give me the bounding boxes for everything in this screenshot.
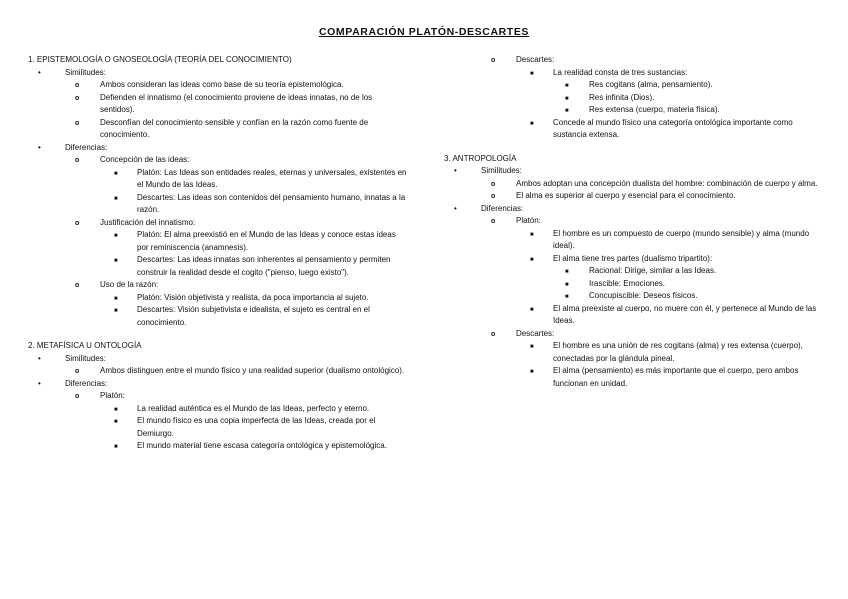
square-bullet-icon: ■: [114, 195, 118, 202]
list-item: [28, 365, 408, 378]
circle-bullet-icon: o: [491, 180, 496, 188]
page-title: COMPARACIÓN PLATÓN-DESCARTES: [318, 26, 530, 38]
list-text: Concede al mundo físico una categoría ontológica importante como sustancia extensa.: [553, 117, 793, 139]
circle-bullet-icon: o: [75, 282, 80, 289]
square-bullet-icon: ■: [565, 269, 569, 275]
list-item: [444, 215, 824, 228]
circle-bullet-icon: o: [75, 82, 80, 89]
section-heading: 2. METAFÍSICA U ONTOLOGÍA: [28, 341, 142, 350]
label: Similitudes:: [65, 67, 106, 77]
label: Similitudes:: [65, 353, 106, 363]
list-item: [28, 440, 408, 453]
list-text: Descartes: Las ideas innatas son inherentes al pensamiento y permiten construir la realidad desde el cogito ("pienso, luego existo").: [137, 255, 391, 277]
square-bullet-icon: ■: [114, 444, 118, 450]
list-item: [28, 79, 408, 92]
square-bullet-icon: ■: [114, 258, 118, 264]
list-text: El alma tiene tres partes (dualismo tripartito):: [553, 253, 713, 263]
list-item: [444, 228, 824, 253]
left-column: [28, 54, 408, 453]
list-item: [28, 154, 408, 167]
list-text: Ambos consideran las ideas como base de su teoría epistemológica.: [100, 80, 344, 89]
label: Similitudes:: [481, 166, 522, 175]
list-text: El hombre es una unión de res cogitans (alma) y res extensa (cuerpo), conectadas por la glándula pineal.: [553, 341, 803, 363]
list-item: [444, 104, 824, 117]
square-bullet-icon: ■: [530, 256, 534, 263]
list-item: [444, 340, 824, 365]
sublabel: Concepción de las ideas:: [100, 155, 190, 164]
square-bullet-icon: ■: [565, 95, 569, 102]
circle-bullet-icon: o: [75, 94, 80, 102]
square-bullet-icon: ■: [530, 306, 534, 313]
circle-bullet-icon: o: [75, 157, 80, 164]
sublabel: Platón:: [516, 216, 541, 225]
list-text: El alma es superior al cuerpo y esencial para el conocimiento.: [516, 191, 736, 200]
list-item: [28, 67, 408, 80]
square-bullet-icon: ■: [530, 120, 534, 127]
list-item: [28, 353, 408, 366]
list-text: Platón: Visión objetivista y realista, da poca importancia al sujeto.: [137, 292, 369, 302]
square-bullet-icon: ■: [114, 170, 118, 177]
list-item: [28, 304, 408, 329]
list-text: Platón: Las Ideas son entidades reales, eternas y universales, existentes en el Mundo de las Ideas.: [137, 167, 407, 189]
square-bullet-icon: ■: [530, 344, 534, 350]
label: Diferencias:: [481, 203, 524, 213]
list-item: [444, 278, 824, 291]
list-text: La realidad consta de tres sustancias:: [553, 67, 688, 77]
list-item: [28, 403, 408, 416]
square-bullet-icon: ■: [565, 108, 569, 114]
list-text: Ambos adoptan una concepción dualista del hombre: combinación de cuerpo y alma.: [516, 178, 818, 188]
square-bullet-icon: ■: [530, 369, 534, 375]
list-text: Desconfían del conocimiento sensible y confían en la razón como fuente de conocimiento.: [100, 117, 369, 139]
sublabel: Descartes:: [516, 328, 555, 338]
square-bullet-icon: ■: [565, 83, 569, 89]
list-item: [444, 92, 824, 105]
list-text: Platón: El alma preexistió en el Mundo de las Ideas y conoce estas ideas por reminiscencia (anamnesis).: [137, 230, 396, 252]
square-bullet-icon: ■: [114, 308, 118, 314]
list-item: [28, 142, 408, 155]
list-item: [444, 203, 824, 216]
list-text: El alma preexiste al cuerpo, no muere con él, y pertenece al Mundo de las Ideas.: [553, 303, 817, 325]
label: Diferencias:: [65, 142, 108, 152]
list-item: [444, 290, 824, 303]
label: Diferencias:: [65, 378, 108, 388]
circle-bullet-icon: o: [491, 330, 496, 338]
list-item: [444, 265, 824, 278]
list-item: [28, 415, 408, 440]
square-bullet-icon: ■: [565, 281, 569, 288]
list-text: Descartes: Visión subjetivista e idealista, el sujeto es central en el conocimiento.: [137, 305, 370, 327]
bullet-icon: •: [38, 353, 41, 363]
list-item: [28, 217, 408, 230]
square-bullet-icon: ■: [114, 295, 118, 302]
list-item: [444, 67, 824, 80]
square-bullet-icon: ■: [114, 406, 118, 413]
list-item: [444, 79, 824, 92]
list-text: Res extensa (cuerpo, materia física).: [589, 105, 720, 114]
square-bullet-icon: ■: [565, 294, 569, 300]
right-column: [444, 54, 824, 390]
circle-bullet-icon: o: [75, 119, 80, 127]
list-item: [444, 253, 824, 266]
bullet-icon: •: [454, 166, 457, 175]
sublabel: Descartes:: [516, 55, 555, 64]
list-item: [28, 390, 408, 403]
list-item: [28, 254, 408, 279]
list-text: La realidad auténtica es el Mundo de las Ideas, perfecto y eterno.: [137, 403, 370, 413]
list-text: El alma (pensamiento) es más importante que el cuerpo, pero ambos funcionan en unidad.: [553, 366, 799, 388]
list-item: [28, 92, 408, 117]
list-item: [444, 365, 824, 390]
list-item: [444, 328, 824, 341]
list-text: Descartes: Las ideas son contenidos del pensamiento humano, innatas a la razón.: [137, 192, 406, 214]
list-text: El mundo físico es una copia imperfecta de las Ideas, creada por el Demiurgo.: [137, 416, 376, 438]
circle-bullet-icon: o: [75, 393, 80, 400]
list-text: Res infinita (Dios).: [589, 92, 655, 102]
sublabel: Justificación del innatismo:: [100, 217, 196, 227]
list-item: [444, 178, 824, 191]
list-item: [444, 165, 824, 178]
list-item: [444, 303, 824, 328]
list-item: [28, 378, 408, 391]
list-item: [444, 190, 824, 203]
circle-bullet-icon: o: [491, 218, 496, 225]
list-text: Concupiscible: Deseos físicos.: [589, 291, 698, 300]
list-text: Ambos distinguen entre el mundo físico y una realidad superior (dualismo ontológico).: [100, 366, 405, 375]
list-item: [28, 279, 408, 292]
square-bullet-icon: ■: [530, 231, 534, 238]
square-bullet-icon: ■: [114, 419, 118, 425]
bullet-icon: •: [38, 142, 41, 152]
list-text: Res cogitans (alma, pensamiento).: [589, 80, 713, 89]
list-item: [28, 192, 408, 217]
circle-bullet-icon: o: [75, 368, 80, 375]
square-bullet-icon: ■: [530, 70, 534, 77]
list-item: [444, 117, 824, 142]
bullet-icon: •: [38, 378, 41, 388]
square-bullet-icon: ■: [114, 233, 118, 239]
list-item: [28, 167, 408, 192]
list-text: El hombre es un compuesto de cuerpo (mundo sensible) y alma (mundo ideal).: [553, 228, 810, 250]
list-text: Irascible: Emociones.: [589, 278, 666, 288]
bullet-icon: •: [454, 203, 457, 213]
section-heading: 3. ANTROPOLOGÍA: [444, 153, 517, 163]
circle-bullet-icon: o: [491, 193, 496, 200]
list-text: El mundo material tiene escasa categoría ontológica y epistemológica.: [137, 441, 387, 450]
list-item: [444, 54, 824, 67]
sublabel: Uso de la razón:: [100, 280, 159, 289]
section-heading: 1. EPISTEMOLOGÍA O GNOSEOLOGÍA (TEORÍA DEL CONOCIMIENTO): [28, 55, 292, 64]
list-item: [28, 117, 408, 142]
circle-bullet-icon: o: [75, 219, 80, 227]
circle-bullet-icon: o: [491, 57, 496, 64]
bullet-icon: •: [38, 67, 41, 77]
list-item: [28, 292, 408, 305]
sublabel: Platón:: [100, 391, 125, 400]
list-item: [28, 229, 408, 254]
list-text: Defienden el innatismo (el conocimiento proviene de ideas innatas, no de los sentidos).: [100, 92, 373, 114]
list-text: Racional: Dirige, similar a las Ideas.: [589, 266, 717, 275]
